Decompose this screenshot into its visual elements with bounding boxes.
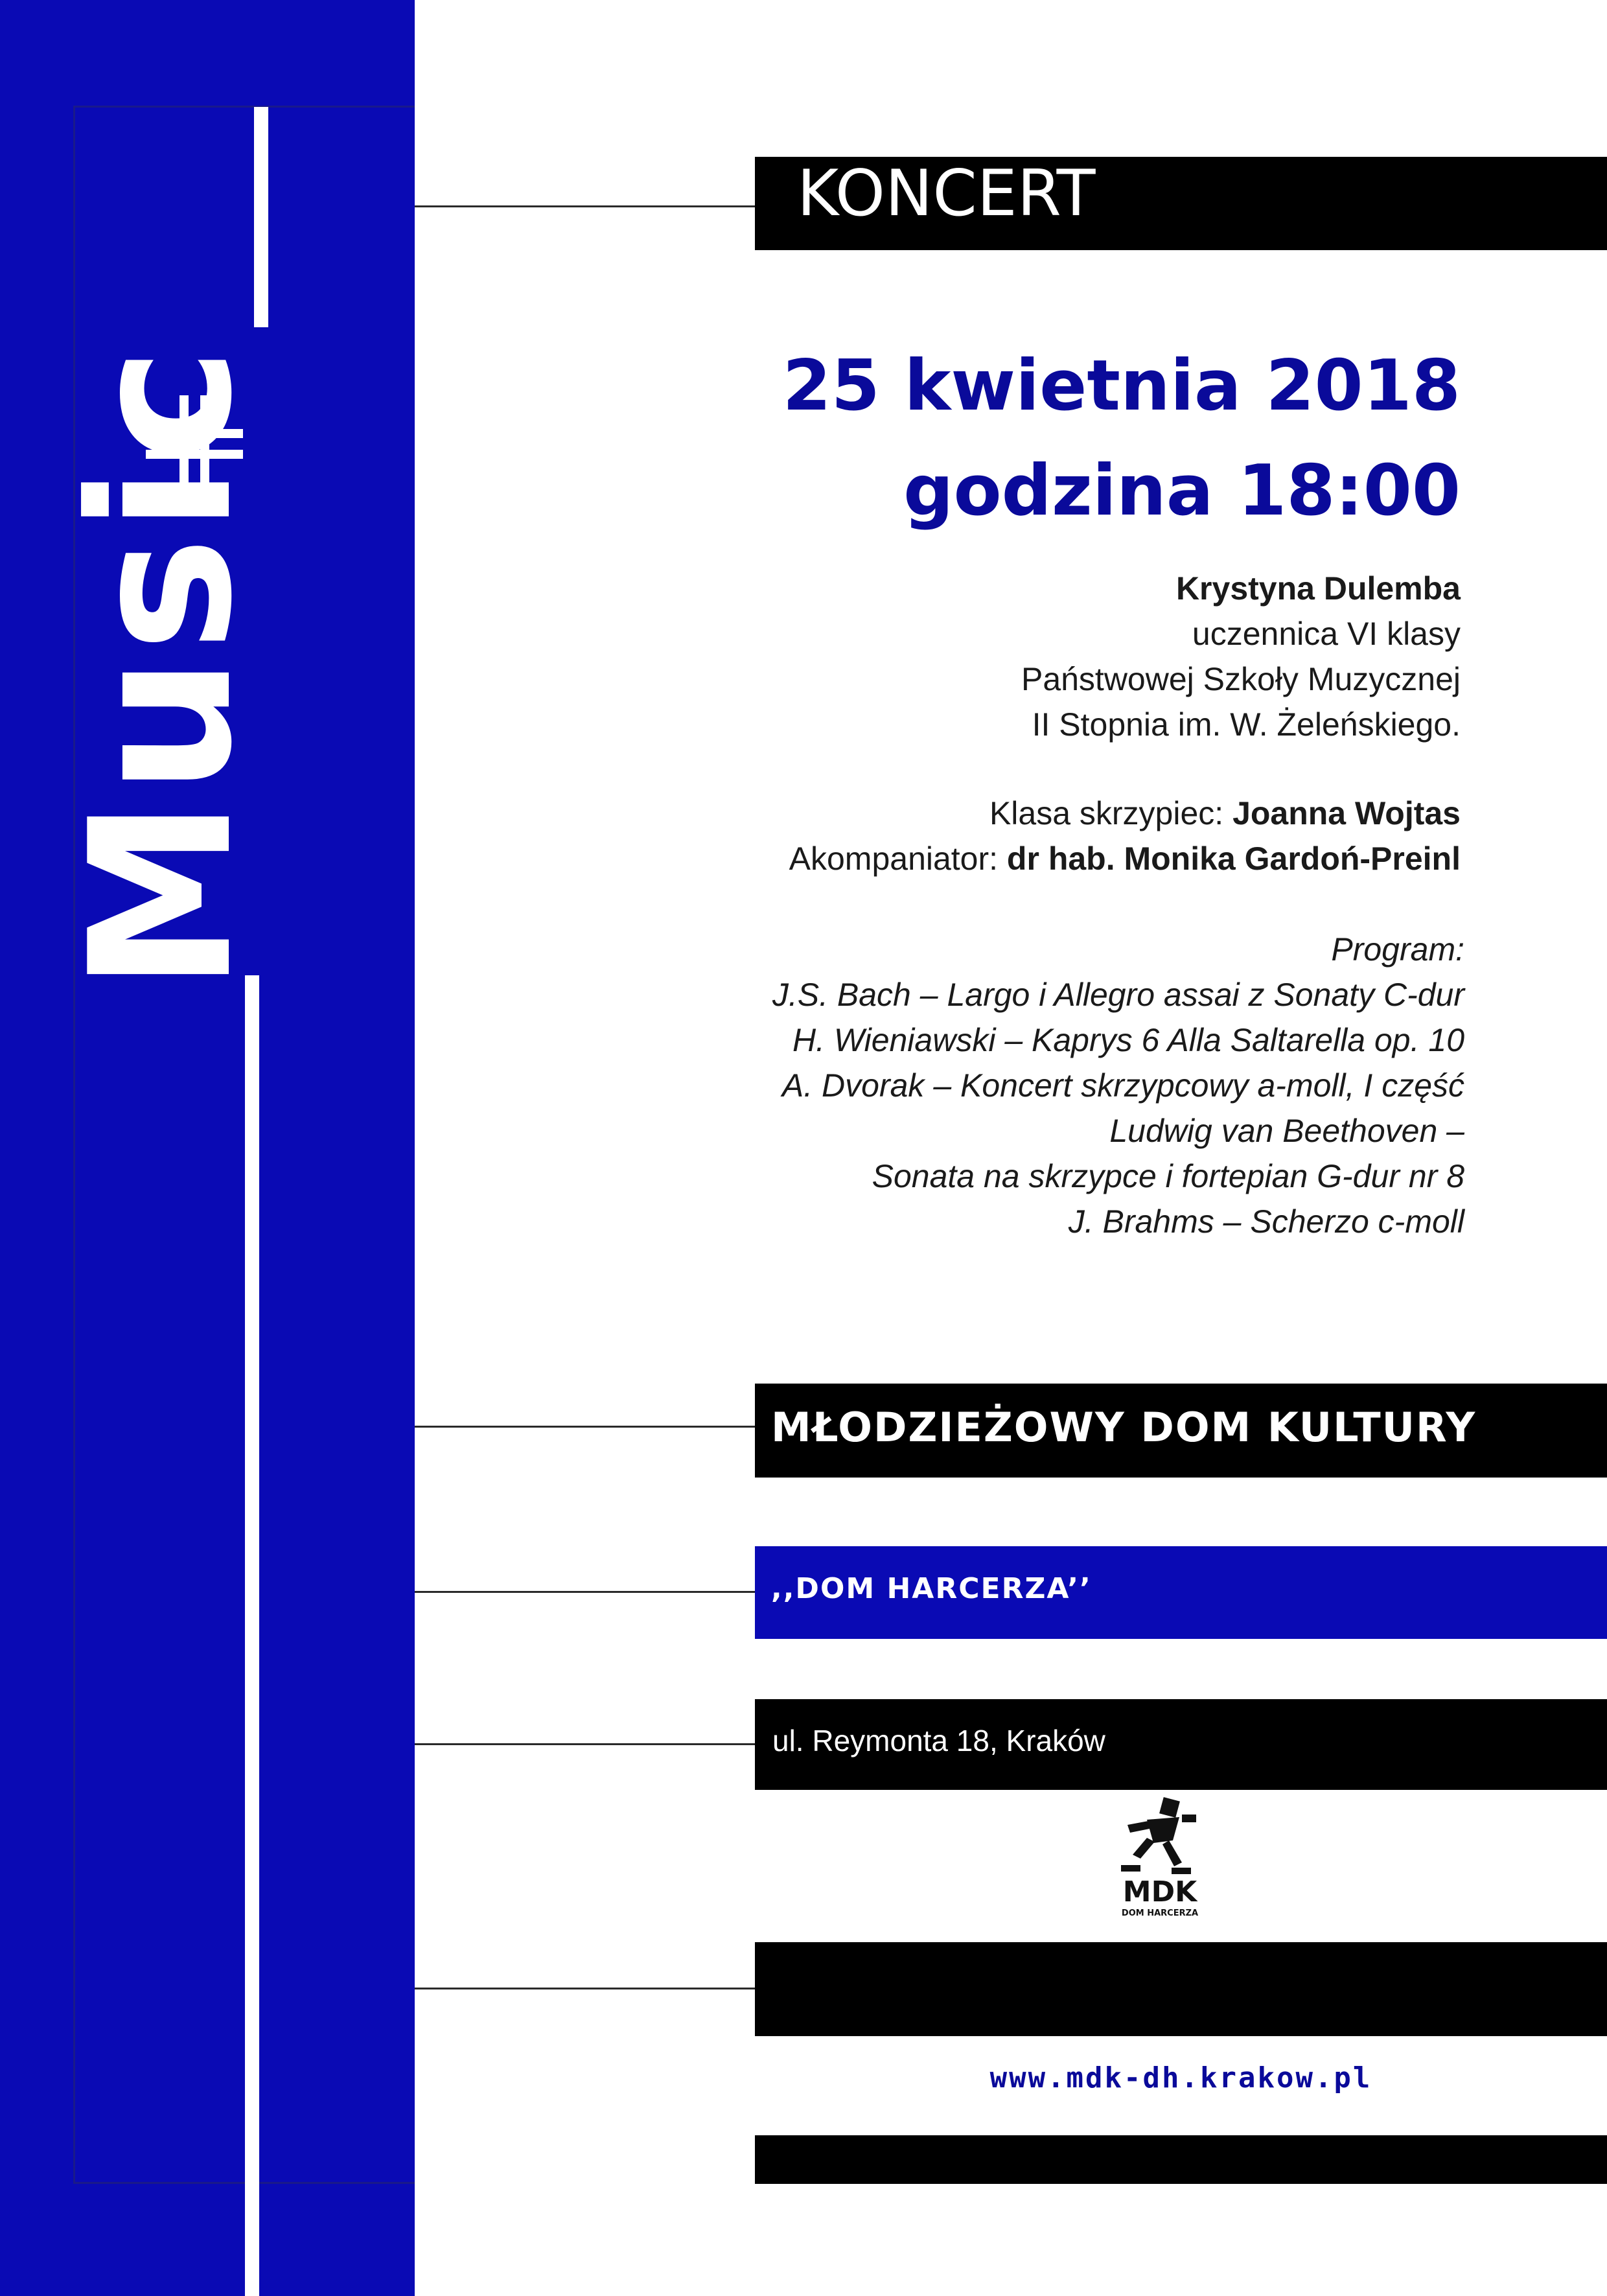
violin-class-label: Klasa skrzypiec: (989, 795, 1233, 831)
connector-line-koncert (415, 205, 755, 207)
mdk-figure-icon (1102, 1795, 1218, 1876)
performer-line-3: II Stopnia im. W. Żeleńskiego. (1032, 706, 1461, 743)
mdk-logo-title: MDK (1122, 1875, 1197, 1908)
event-time: godzina 18:00 (903, 450, 1461, 531)
performer-info (1021, 566, 1461, 747)
event-datetime (783, 334, 1461, 544)
mdk-logo (1102, 1795, 1218, 1925)
connector-line-venue (415, 1591, 755, 1593)
performer-line-1: uczennica VI klasy (1192, 616, 1461, 652)
violin-teacher-name: Joanna Wojtas (1232, 795, 1461, 831)
connector-line-bottom (415, 1988, 755, 1989)
program-heading: Program: (1331, 931, 1464, 968)
accompanist-line (789, 836, 1461, 881)
website-link[interactable]: www.mdk-dh.krakow.pl (989, 2061, 1372, 2094)
sidebar-bottom-bar (245, 975, 259, 2296)
connector-line-institution (415, 1426, 755, 1428)
accompanist-name: dr hab. Monika Gardoń-Preinl (1006, 841, 1461, 877)
institution-name: MŁODZIEŻOWY DOM KULTURY (771, 1404, 1477, 1451)
bottom-bar-1 (755, 1942, 1607, 2036)
venue-address: ul. Reymonta 18, Kraków (772, 1724, 1105, 1757)
connector-line-address (415, 1743, 755, 1745)
mdk-logo-subtitle: DOM HARCERZA (1121, 1908, 1199, 1918)
program-item: J. Brahms – Scherzo c-moll (1068, 1203, 1464, 1240)
venue-name: ,,DOM HARCERZA’’ (771, 1572, 1092, 1605)
program-item: Sonata na skrzypce i fortepian G-dur nr 8 (872, 1158, 1464, 1194)
program-item: J.S. Bach – Largo i Allegro assai z Sonaty C-dur (772, 977, 1464, 1013)
program-item: Ludwig van Beethoven – (1109, 1113, 1464, 1149)
koncert-heading: KONCERT (797, 157, 1096, 231)
program-item: A. Dvorak – Koncert skrzypcowy a-moll, I część (781, 1067, 1464, 1104)
program-item: H. Wieniawski – Kaprys 6 Alla Saltarella op. 10 (792, 1022, 1464, 1058)
teachers-info (789, 791, 1461, 881)
bottom-bar-2 (755, 2135, 1607, 2184)
sidebar-top-bar (254, 107, 268, 327)
accompanist-label: Akompaniator: (789, 841, 1007, 877)
performer-line-2: Państwowej Szkoły Muzycznej (1021, 661, 1461, 697)
event-date: 25 kwietnia 2018 (782, 345, 1461, 426)
program-list (772, 927, 1464, 1244)
performer-name: Krystyna Dulemba (1175, 570, 1461, 607)
violin-class-line (789, 791, 1461, 836)
music-logo-text: Music (49, 343, 275, 992)
